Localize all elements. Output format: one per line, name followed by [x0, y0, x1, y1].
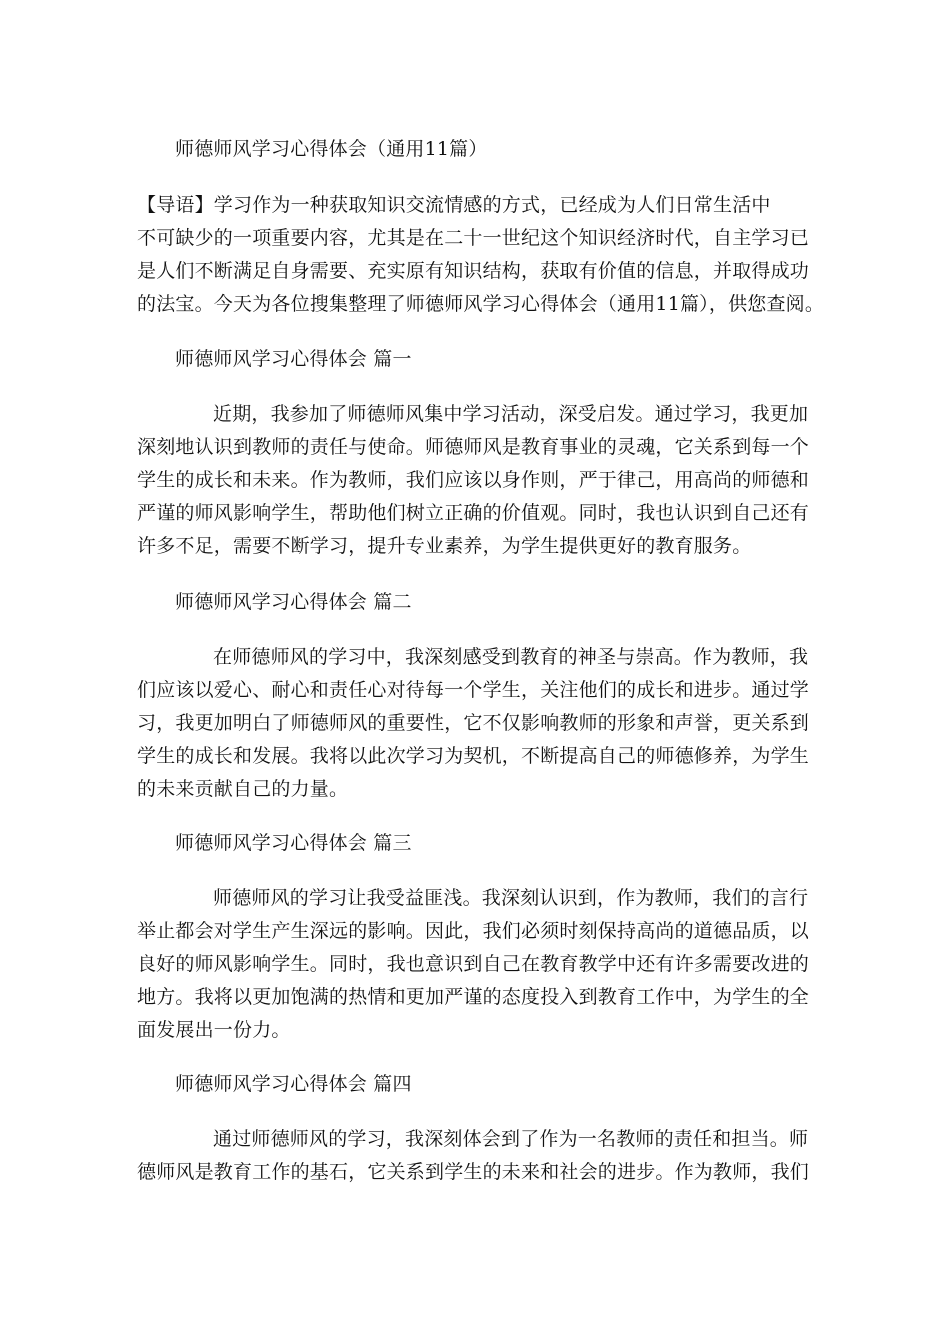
paragraph-line: 举止都会对学生产生深远的影响。因此，我们必须时刻保持高尚的道德品质，以: [137, 920, 810, 942]
paragraph-line: 地方。我将以更加饱满的热情和更加严谨的态度投入到教育工作中，为学生的全: [137, 986, 810, 1008]
paragraph-line: 通过师德师风的学习，我深刻体会到了作为一名教师的责任和担当。师: [213, 1128, 809, 1150]
paragraph-line: 习，我更加明白了师德师风的重要性，它不仅影响教师的形象和声誉，更关系到: [137, 712, 810, 734]
section-heading: 师德师风学习心得体会 篇一: [175, 348, 412, 370]
paragraph-line: 师德师风的学习让我受益匪浅。我深刻认识到，作为教师，我们的言行: [213, 887, 809, 909]
section-heading: 师德师风学习心得体会 篇三: [175, 832, 412, 854]
paragraph-line: 良好的师风影响学生。同时，我也意识到自己在教育教学中还有许多需要改进的: [137, 953, 810, 975]
paragraph-line: 们应该以爱心、耐心和责任心对待每一个学生，关注他们的成长和进步。通过学: [137, 679, 810, 701]
intro-line: 不可缺少的一项重要内容，尤其是在二十一世纪这个知识经济时代，自主学习已: [137, 227, 810, 249]
paragraph-line: 德师风是教育工作的基石，它关系到学生的未来和社会的进步。作为教师，我们: [137, 1161, 810, 1183]
intro-line: 的法宝。今天为各位搜集整理了师德师风学习心得体会（通用11篇），供您查阅。: [137, 293, 825, 315]
paragraph-line: 在师德师风的学习中，我深刻感受到教育的神圣与崇高。作为教师，我: [213, 646, 809, 668]
intro-line: 【导语】学习作为一种获取知识交流情感的方式，已经成为人们日常生活中: [137, 194, 771, 216]
paragraph-line: 面发展出一份力。: [137, 1019, 291, 1041]
section-heading: 师德师风学习心得体会 篇二: [175, 591, 412, 613]
paragraph-line: 近期，我参加了师德师风集中学习活动，深受启发。通过学习，我更加: [213, 403, 809, 425]
paragraph-line: 深刻地认识到教师的责任与使命。师德师风是教育事业的灵魂，它关系到每一个: [137, 436, 810, 458]
document-title: 师德师风学习心得体会（通用11篇）: [175, 138, 488, 160]
intro-line: 是人们不断满足自身需要、充实原有知识结构，获取有价值的信息，并取得成功: [137, 260, 810, 282]
section-heading: 师德师风学习心得体会 篇四: [175, 1073, 412, 1095]
paragraph-line: 学生的成长和未来。作为教师，我们应该以身作则，严于律己，用高尚的师德和: [137, 469, 810, 491]
paragraph-line: 的未来贡献自己的力量。: [137, 778, 349, 800]
paragraph-line: 学生的成长和发展。我将以此次学习为契机，不断提高自己的师德修养，为学生: [137, 745, 810, 767]
paragraph-line: 许多不足，需要不断学习，提升专业素养，为学生提供更好的教育服务。: [137, 535, 752, 557]
paragraph-line: 严谨的师风影响学生，帮助他们树立正确的价值观。同时，我也认识到自己还有: [137, 502, 810, 524]
